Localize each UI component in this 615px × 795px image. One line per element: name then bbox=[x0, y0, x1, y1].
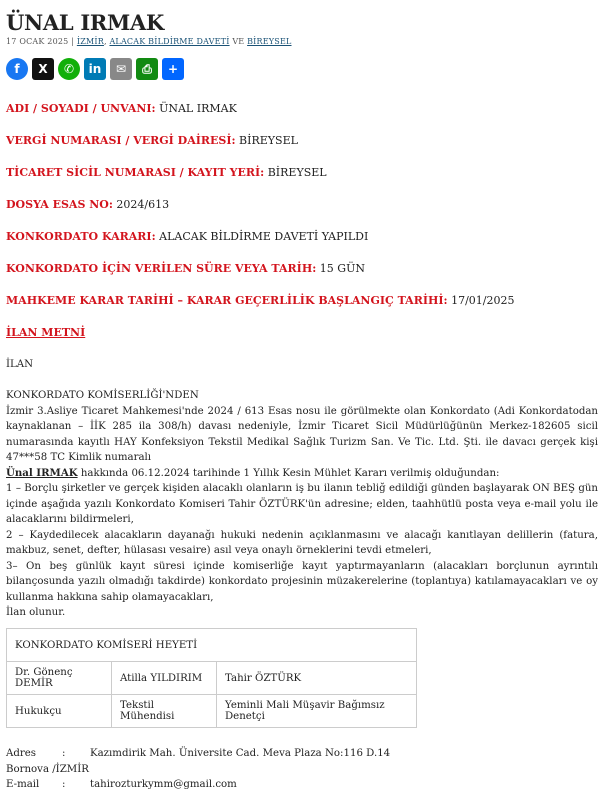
share-bar bbox=[6, 58, 606, 80]
ilan-paragraph-4: 3– On beş günlük kayıt süresi içinde komiserliğe kayıt yaptırmayanların (alacakları borçlunun ayrıntılı bilançosunda yazılı olmadığı takdirde) konkordato projesinin müzakerelerine (toplantıya) katılamayacakları ve oy kullanma hakkına sahip olamayacakları, bbox=[6, 560, 598, 603]
contact-label: Adres bbox=[6, 748, 37, 759]
whatsapp-share-icon[interactable]: ✆ bbox=[58, 58, 80, 80]
ilan-p1-text: İzmir 3.Asliye Ticaret Mahkemesi'nde 2024 / 613 Esas nosu ile görülmekte olan Konkordato (Adi Konkordatodan kaynaklanan – İİK 285 ila 308/h) davası nedeniyle, İzmir Ticaret Sicil Müdürlüğünün Merkez-182605 sicil numarasında kayıtlı HAY Konfeksiyon Tekstil Medikal Sağlık Turizm San. Ve Tic. Ltd. Şti. ile davacı gerçek kişi 47***58 TC Kimlik numaralı bbox=[6, 405, 598, 463]
heyet-role-cell: Hukukçu bbox=[7, 695, 112, 728]
field-value: BİREYSEL bbox=[235, 134, 298, 147]
contact-adres-row bbox=[6, 746, 390, 762]
category-link-izmir[interactable]: İZMİR bbox=[76, 37, 104, 46]
post-title: ÜNAL IRMAK bbox=[6, 10, 164, 35]
linkedin-share-icon[interactable]: in bbox=[84, 58, 106, 80]
table-row bbox=[7, 629, 417, 662]
contact-adres-value: Kazımdirik Mah. Üniversite Cad. Meva Plaza No:116 D.14 bbox=[90, 748, 391, 759]
ilan-from: KONKORDATO KOMİSERLİĞİ'NDEN bbox=[6, 390, 199, 401]
contact-block bbox=[6, 746, 390, 793]
x-share-icon[interactable]: X bbox=[32, 58, 54, 80]
heyet-name-cell: Atilla YILDIRIM bbox=[112, 662, 217, 695]
facebook-share-icon[interactable]: f bbox=[6, 58, 28, 80]
field-label: İLAN METNİ bbox=[6, 326, 86, 339]
field-mahkeme bbox=[6, 294, 514, 307]
share-more-icon[interactable]: + bbox=[162, 58, 184, 80]
ilan-paragraph-5: İlan olunur. bbox=[6, 607, 66, 618]
field-ilan-metni bbox=[6, 326, 85, 339]
contact-email-value[interactable]: tahirozturkymm@gmail.com bbox=[90, 779, 237, 790]
field-vergi bbox=[6, 134, 298, 147]
field-value: BİREYSEL bbox=[264, 166, 327, 179]
ilan-body bbox=[6, 388, 598, 621]
field-dosya bbox=[6, 198, 169, 211]
print-share-icon[interactable]: ⎙ bbox=[136, 58, 158, 80]
article bbox=[6, 0, 606, 80]
ilan-paragraph-1 bbox=[6, 404, 598, 482]
field-value: 15 GÜN bbox=[316, 262, 365, 275]
field-label: TİCARET SİCİL NUMARASI / KAYIT YERİ: bbox=[6, 166, 265, 179]
field-sure bbox=[6, 262, 365, 275]
table-row bbox=[7, 662, 417, 695]
category-link-alacak[interactable]: ALACAK BİLDİRME DAVETİ bbox=[109, 37, 230, 46]
field-label: DOSYA ESAS NO: bbox=[6, 198, 113, 211]
field-value: ALACAK BİLDİRME DAVETİ YAPILDI bbox=[155, 230, 369, 243]
field-adi bbox=[6, 102, 237, 115]
contact-colon: : bbox=[62, 779, 66, 790]
field-label: ADI / SOYADI / UNVANI: bbox=[6, 102, 156, 115]
meta-separator: | bbox=[68, 37, 77, 46]
category-link-bireysel[interactable]: BİREYSEL bbox=[247, 37, 292, 46]
heyet-name-cell: Tahir ÖZTÜRK bbox=[217, 662, 417, 695]
post-meta: 17 OCAK 2025 | İZMİR, ALACAK BİLDİRME DAVETİ VE BİREYSEL bbox=[6, 37, 292, 46]
field-karar bbox=[6, 230, 368, 243]
field-value: ÜNAL IRMAK bbox=[155, 102, 237, 115]
debtor-name: Ünal IRMAK bbox=[6, 466, 78, 479]
ilan-p1-rest: hakkında 06.12.2024 tarihinde 1 Yıllık Kesin Mühlet Kararı verilmiş olduğundan: bbox=[77, 467, 500, 479]
ilan-heading: İLAN bbox=[6, 359, 34, 370]
field-label: KONKORDATO İÇİN VERİLEN SÜRE VEYA TARİH: bbox=[6, 262, 317, 275]
ilan-paragraph-3: 2 – Kaydedilecek alacakların dayanağı hukuki nedenin açıklanmasını ve alacağı kanıtlayan delillerin (fatura, makbuz, senet, defter, hülasası vesaire) asıl veya onaylı örneklerini tevdi etmeleri, bbox=[6, 529, 598, 556]
field-label: MAHKEME KARAR TARİHİ – KARAR GEÇERLİLİK BAŞLANGIÇ TARİHİ: bbox=[6, 294, 448, 307]
table-row bbox=[7, 695, 417, 728]
heyet-table bbox=[6, 628, 417, 728]
contact-adres-line2: Bornova /İZMİR bbox=[6, 763, 89, 775]
heyet-role-cell: Yeminli Mali Müşavir Bağımsız Denetçi bbox=[217, 695, 417, 728]
heyet-name-cell: Dr. Gönenç DEMİR bbox=[7, 662, 112, 695]
field-value: 2024/613 bbox=[112, 198, 170, 211]
contact-colon: : bbox=[62, 748, 66, 759]
contact-label: E-mail bbox=[6, 779, 40, 790]
email-share-icon[interactable]: ✉ bbox=[110, 58, 132, 80]
field-value: 17/01/2025 bbox=[447, 294, 515, 307]
field-sicil bbox=[6, 166, 327, 179]
field-label: KONKORDATO KARARI: bbox=[6, 230, 156, 243]
contact-email-row bbox=[6, 777, 390, 793]
heyet-role-cell: Tekstil Mühendisi bbox=[112, 695, 217, 728]
heyet-title: KONKORDATO KOMİSERİ HEYETİ bbox=[7, 629, 417, 662]
meta-and: VE bbox=[229, 37, 248, 46]
post-date: 17 OCAK 2025 bbox=[6, 37, 69, 46]
ilan-paragraph-2: 1 – Borçlu şirketler ve gerçek kişiden alacaklı olanların iş bu ilanın tebliğ edildiği günden başlayarak ON BEŞ gün içinde aşağıda yazılı Konkordato Komiseri Tahir ÖZTÜRK'ün adresine; elden, taahhütlü posta veya e-mail yolu ile alacaklarını bildirmeleri, bbox=[6, 483, 598, 525]
field-label: VERGİ NUMARASI / VERGİ DAİRESİ: bbox=[6, 134, 236, 147]
